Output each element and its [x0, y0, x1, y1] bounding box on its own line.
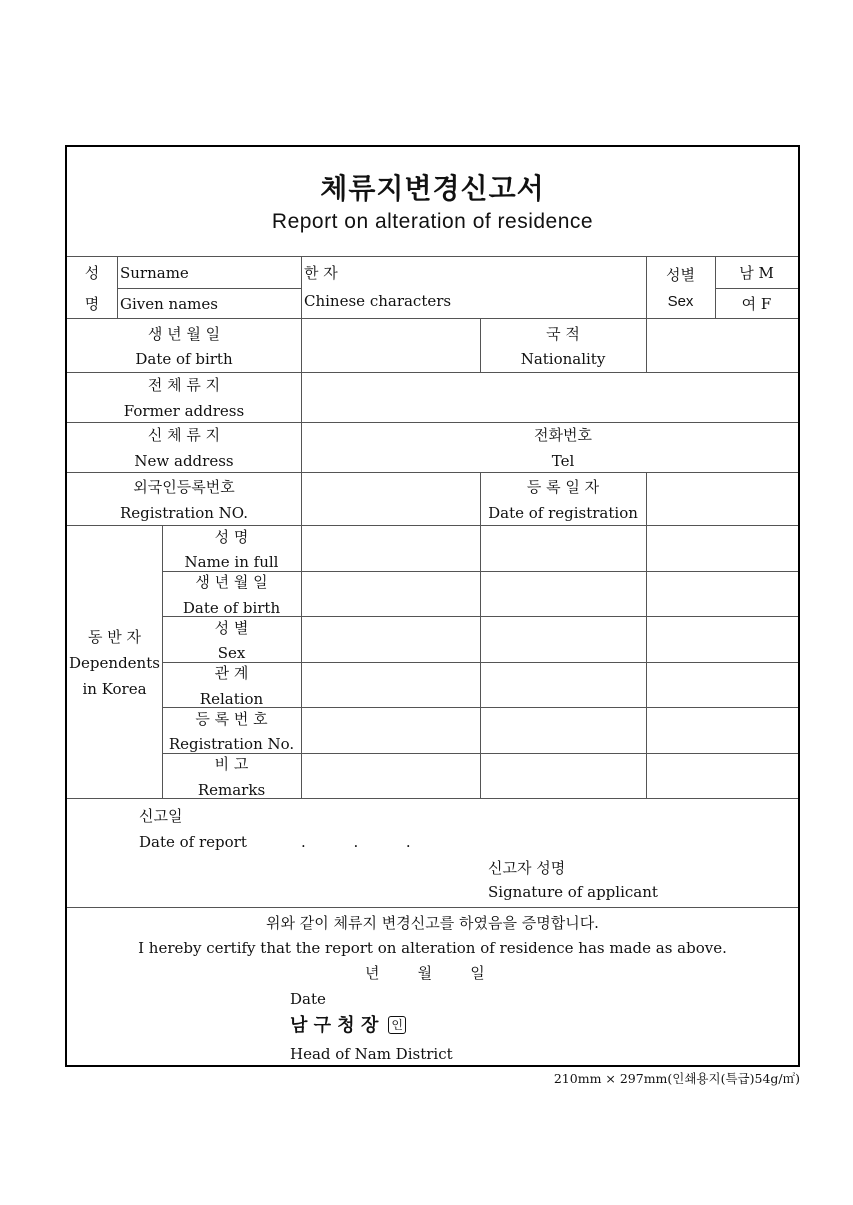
form-title-korean: 체류지변경신고서: [320, 172, 545, 205]
applicant-label-en: Signature of applicant: [488, 883, 658, 901]
sex-label-en: Sex: [667, 293, 694, 310]
given-label-ko: 명: [84, 295, 100, 313]
district-head-title: 남 구 청 장: [290, 1015, 379, 1036]
surname-label-ko: 성: [84, 264, 100, 282]
sex-female-option[interactable]: 여 F: [741, 295, 772, 313]
certify-date-label-en: Date: [290, 990, 326, 1008]
new-address-label-ko: 신 체 류 지: [147, 426, 221, 444]
nationality-label-en: Nationality: [520, 350, 606, 368]
dependent-remarks-label-en: Remarks: [197, 781, 266, 799]
sex-label-ko: 성별: [666, 266, 695, 284]
nationality-label-ko: 국 적: [546, 325, 580, 343]
residence-alteration-form: [65, 145, 800, 1067]
registration-date-label-ko: 등 록 일 자: [526, 478, 600, 496]
district-head-ko: [290, 1015, 406, 1037]
dependents-label-en-2: in Korea: [82, 680, 147, 698]
dependent-dob-label-ko: 생 년 월 일: [195, 573, 268, 591]
certify-date-ymd: 년 월 일: [365, 964, 485, 982]
dependent-relation-label-en: Relation: [199, 690, 264, 708]
registration-no-label-ko: 외국인등록번호: [133, 478, 235, 496]
dependent-dob-label-en: Date of birth: [182, 599, 281, 617]
report-date-label-ko: 신고일: [139, 807, 183, 825]
report-date-label-en: Date of report: [139, 833, 247, 851]
form-title-english: Report on alteration of residence: [271, 210, 594, 233]
district-head-en: Head of Nam District: [290, 1045, 453, 1063]
dependent-sex-label-ko: 성 별: [214, 619, 249, 637]
dob-label-en: Date of birth: [135, 350, 233, 368]
certify-text-ko: 위와 같이 체류지 변경신고를 하였음을 증명합니다.: [266, 914, 599, 932]
certify-text-en: I hereby certify that the report on alteration of residence has made as above.: [138, 939, 727, 957]
dependent-relation-label-ko: 관 계: [214, 664, 249, 682]
dependent-regno-label-ko: 등 록 번 호: [195, 710, 268, 728]
dependent-name-label-ko: 성 명: [214, 528, 249, 546]
sex-male-option[interactable]: 남 M: [739, 264, 774, 282]
surname-label-en: Surname: [120, 264, 189, 282]
former-address-label-en: Former address: [123, 402, 245, 420]
tel-label-ko: 전화번호: [534, 426, 592, 444]
given-names-label-en: Given names: [120, 295, 218, 313]
dob-label-ko: 생 년 월 일: [147, 325, 221, 343]
tel-label-en: Tel: [551, 452, 575, 470]
former-address-label-ko: 전 체 류 지: [147, 376, 221, 394]
dependent-sex-label-en: Sex: [217, 644, 246, 662]
paper-spec-footer: 210mm × 297mm(인쇄용지(특급)54g/㎡): [553, 1071, 800, 1086]
applicant-label-ko: 신고자 성명: [488, 859, 566, 877]
report-date-dots: . . .: [301, 833, 411, 851]
dependents-label-en: Dependents: [69, 654, 160, 672]
official-seal: 인: [388, 1016, 406, 1034]
registration-no-label-en: Registration NO.: [119, 504, 248, 522]
dependent-regno-label-en: Registration No.: [168, 735, 295, 753]
dependent-remarks-label-ko: 비 고: [214, 755, 249, 773]
dependents-label-ko: 동 반 자: [87, 628, 141, 646]
registration-date-label-en: Date of registration: [488, 504, 638, 522]
new-address-label-en: New address: [134, 452, 234, 470]
dependent-name-label-en: Name in full: [184, 553, 279, 571]
chinese-chars-label-ko: 한 자: [304, 264, 338, 282]
chinese-chars-label-en: Chinese characters: [304, 292, 452, 310]
